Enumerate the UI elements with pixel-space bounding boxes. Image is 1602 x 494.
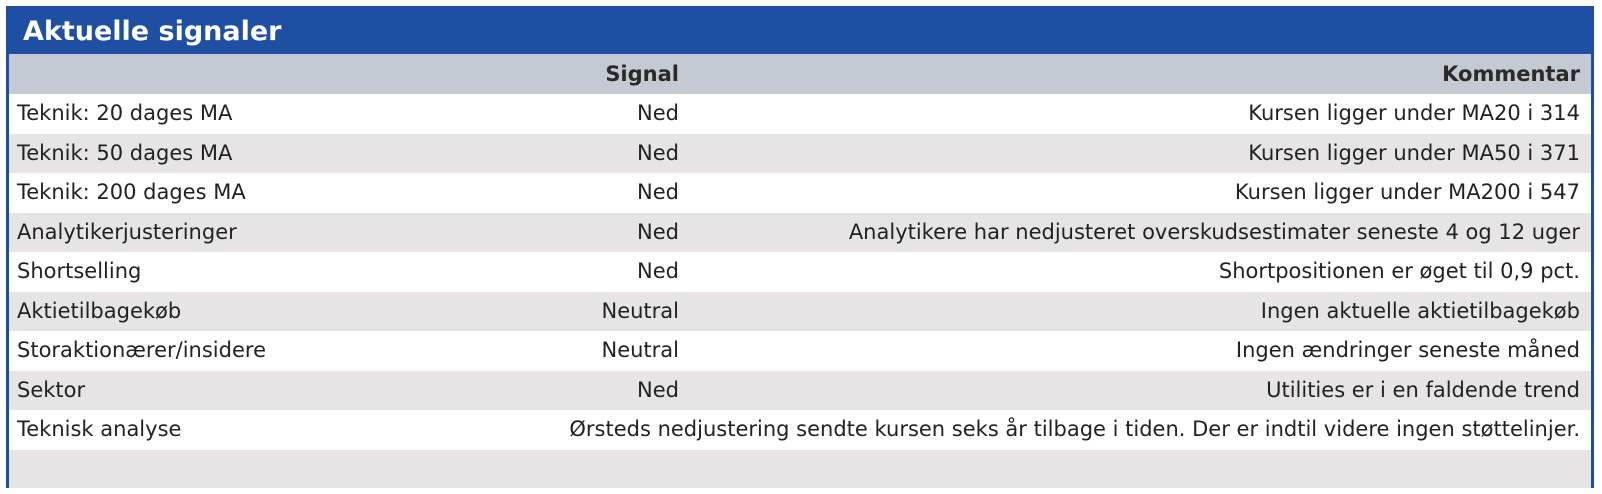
row-signal: Ned [637, 180, 679, 204]
row-signal: Ned [637, 219, 679, 244]
row-comment: Shortpositionen er øget til 0,9 pct. [1218, 259, 1580, 283]
header-label [9, 54, 309, 94]
table-row [9, 94, 1591, 134]
table-row [9, 173, 1591, 213]
row-signal [261, 410, 570, 450]
header-signal: Signal [605, 62, 679, 86]
row-signal: Ned [637, 140, 679, 165]
row-label: Aktietilbagekøb [17, 298, 182, 323]
table-row [9, 331, 1591, 371]
table-row [9, 213, 1591, 253]
row-label: Teknik: 20 dages MA [17, 101, 233, 125]
row-signal: Neutral [601, 298, 679, 323]
row-label: Teknisk analyse [17, 417, 182, 441]
panel-title: Aktuelle signaler [9, 9, 1591, 54]
signals-panel [6, 6, 1594, 488]
row-label: Teknik: 200 dages MA [17, 180, 246, 204]
table-row [9, 252, 1591, 292]
row-comment: Utilities er i en faldende trend [1266, 377, 1580, 402]
row-label: Teknik: 50 dages MA [17, 140, 233, 165]
table-header [9, 54, 1591, 94]
table-row [9, 292, 1591, 332]
row-comment: Kursen ligger under MA200 i 547 [1234, 180, 1580, 204]
row-signal: Ned [637, 101, 679, 125]
row-label: Analytikerjusteringer [17, 219, 237, 244]
row-signal: Ned [637, 377, 679, 402]
table-row [9, 371, 1591, 411]
row-signal: Neutral [601, 338, 679, 362]
row-label: Sektor [17, 377, 86, 402]
header-comment: Kommentar [1442, 62, 1580, 86]
row-comment: Ørsteds nedjustering sendte kursen seks år tilbage i tiden. Der er indtil videre ingen støttelinjer. [569, 417, 1580, 441]
table-row [9, 134, 1591, 174]
table-row [9, 410, 1591, 450]
row-comment: Kursen ligger under MA50 i 371 [1248, 140, 1580, 165]
row-comment: Ingen ændringer seneste måned [1235, 338, 1580, 362]
row-comment: Ingen aktuelle aktietilbagekøb [1260, 298, 1580, 323]
row-label: Shortselling [17, 259, 142, 283]
row-comment: Kursen ligger under MA20 i 314 [1248, 101, 1580, 125]
table-footer-spacer [9, 450, 1591, 488]
row-signal: Ned [637, 259, 679, 283]
row-comment: Analytikere har nedjusteret overskudsestimater seneste 4 og 12 uger [848, 219, 1580, 244]
row-label: Storaktionærer/insidere [17, 338, 266, 362]
